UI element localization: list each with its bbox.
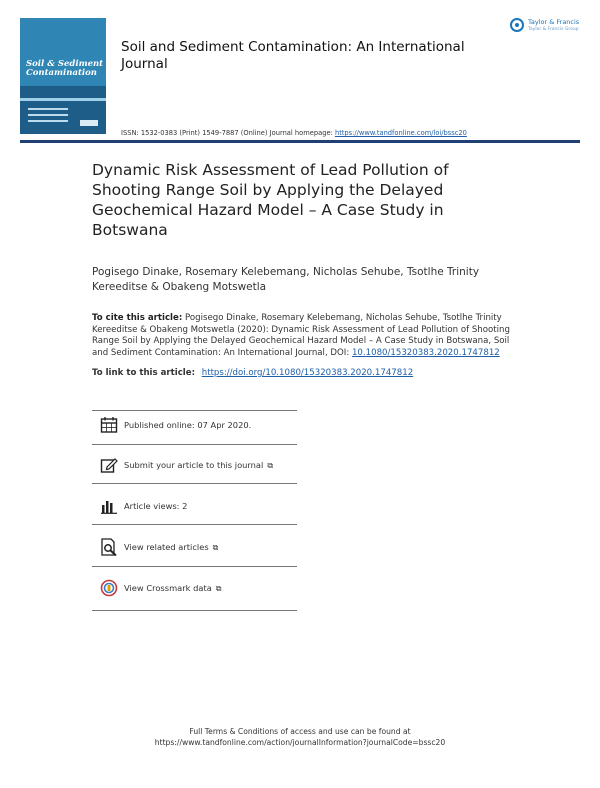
related-articles-row[interactable] (100, 538, 300, 558)
panel-divider (92, 444, 297, 445)
bar-chart-icon (100, 497, 118, 515)
panel-divider (92, 566, 297, 567)
journal-cover-thumbnail (20, 18, 106, 134)
search-doc-icon (100, 538, 118, 556)
taylor-francis-logo-icon (510, 17, 588, 37)
panel-divider (92, 483, 297, 484)
external-link-icon: ⧉ (215, 584, 222, 593)
footer-line-1: Full Terms & Conditions of access and use can be found at (189, 727, 411, 736)
publisher-name: Taylor & Francis (528, 18, 580, 26)
submit-article-label: Submit your article to this journal (124, 460, 264, 470)
panel-divider (92, 610, 297, 611)
footer (0, 726, 600, 748)
footer-terms-link[interactable]: https://www.tandfonline.com/action/journalInformation?journalCode=bssc20 (154, 738, 446, 747)
crossmark-label: View Crossmark data (124, 583, 212, 593)
cover-title: Soil & Sediment Contamination (26, 59, 104, 78)
journal-title: Soil and Sediment Contamination: An International Journal (121, 39, 465, 72)
external-link-icon: ⧉ (212, 543, 219, 552)
link-line (92, 368, 512, 378)
edit-icon (100, 456, 118, 474)
citation-block (92, 313, 512, 359)
external-link-icon: ⧉ (267, 461, 274, 470)
crossmark-icon (100, 579, 118, 597)
article-views-label: Article views: 2 (124, 501, 188, 511)
submit-article-row[interactable] (100, 456, 300, 476)
publisher-sub: Taylor & Francis Group (528, 27, 579, 32)
related-articles-label: View related articles (124, 542, 209, 552)
doi-link[interactable]: 10.1080/15320383.2020.1747812 (351, 347, 500, 358)
published-online-row (100, 416, 300, 436)
article-views-row (100, 497, 300, 517)
crossmark-row[interactable] (100, 579, 300, 599)
journal-homepage-link[interactable]: https://www.tandfonline.com/loi/bssc20 (334, 129, 467, 137)
panel-divider (92, 410, 297, 411)
article-title: Dynamic Risk Assessment of Lead Pollution of Shooting Range Soil by Applying the Delayed Geochemical Hazard Model – A Case Study in Botswana (92, 161, 449, 239)
article-link[interactable]: https://doi.org/10.1080/15320383.2020.1747812 (201, 368, 414, 378)
issn-text: ISSN: 1532-0383 (Print) 1549-7887 (Online) Journal homepage: (121, 129, 333, 137)
calendar-icon (100, 416, 118, 434)
cite-text: Pogisego Dinake, Rosemary Kelebemang, Nicholas Sehube, Tsotlhe Trinity Kereeditse & Obakeng Motswetla (2020): Dynamic Risk Assessment of Lead Pollution of Shooting Range Soil by Applying the Delayed Geochemical Hazard Model – A Case Study in Botswana, Soil and Sediment Contamination: An International Journal, DOI: (92, 313, 510, 358)
article-authors: Pogisego Dinake, Rosemary Kelebemang, Nicholas Sehube, Tsotlhe Trinity Kereeditse & Obakeng Motswetla (92, 266, 480, 293)
link-label: To link to this article: (92, 368, 196, 378)
issn-line (121, 129, 467, 137)
panel-divider (92, 524, 297, 525)
cite-label: To cite this article: (92, 313, 183, 323)
header-rule (20, 140, 580, 143)
published-online-label: Published online: 07 Apr 2020. (124, 420, 252, 430)
